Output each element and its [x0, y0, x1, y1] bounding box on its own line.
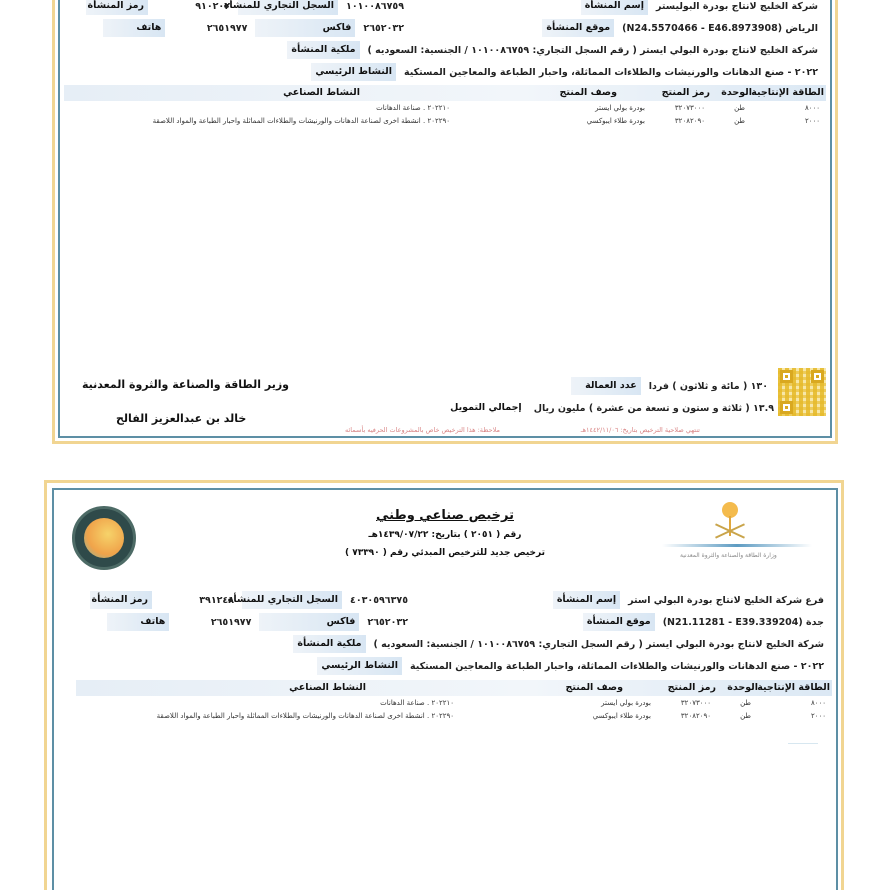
label-location: موقع المنشأة: [583, 613, 655, 631]
certificate-bottom: [0, 476, 890, 890]
th-capacity: الطاقة الإنتاجية: [751, 87, 824, 98]
row-main-activity: [317, 656, 832, 676]
row-funding: [446, 398, 776, 418]
minister-title: وزير الطاقة والصناعة والثروة المعدنية: [82, 378, 289, 391]
cell-product-desc: بودرة بولي ايستر: [595, 104, 645, 112]
cell-industrial-activity: ٢٠٢٢٩٠ . انشطة اخرى لصناعة الدهانات والورنيشات والطلاءات المماثلة واحبار الطباعة والمواد اللاصقة: [156, 712, 454, 720]
th-capacity: الطاقة الإنتاجية: [757, 682, 830, 693]
value-main-activity: ٢٠٢٢ - صنع الدهانات والورنيشات والطلاءات المماثلة، واحبار الطباعة والمعاجين المستكية: [410, 660, 824, 672]
cell-product-desc: بودرة طلاء ايبوكسي: [586, 117, 645, 125]
th-product-desc: وصف المنتج: [559, 87, 617, 98]
row-establishment-code: [86, 0, 412, 16]
footer-note-expiry: تنتهي صلاحية الترخيص بتاريخ: ١٤٤٢/١١/٠٦هـ: [580, 426, 700, 434]
footer-note-remark: ملاحظة: هذا الترخيص خاص بالمشروعات الحرفيه بأسمائه: [345, 426, 500, 434]
value-phone: ٢٦٥١٩٧٧: [206, 22, 248, 34]
label-workers: عدد العمالة: [571, 377, 641, 395]
value-main-activity: ٢٠٢٢ - صنع الدهانات والورنيشات والطلاءات المماثلة، واحبار الطباعة والمعاجين المستكية: [404, 66, 818, 78]
value-establishment-code: ٩١٠٢٠٢: [195, 0, 231, 12]
label-commercial-register: السجل التجاري للمنشأة: [242, 591, 342, 609]
label-establishment-name: إسم المنشأة: [581, 0, 648, 15]
row-location: [542, 18, 826, 38]
cell-capacity: ٨٠٠٠: [810, 699, 826, 707]
cell-unit: طن: [734, 104, 745, 112]
qr-code-icon: [778, 368, 826, 416]
cell-product-desc: بودرة طلاء ايبوكسي: [592, 712, 651, 720]
value-location: جدة (N21.11281 - E39.339204): [662, 616, 824, 628]
inner-border: [52, 488, 838, 890]
value-ownership: شركة الخليج لانتاج بودرة البولي ايستر ( رقم السجل التجاري: ١٠١٠٠٨٦٧٥٩ / الجنسية: السعوديه ): [373, 638, 824, 650]
cell-industrial-activity: ٢٠٢٢٩٠ . انشطة اخرى لصناعة الدهانات والورنيشات والطلاءات المماثلة واحبار الطباعة والمواد اللاصقة: [152, 117, 450, 125]
cell-capacity: ٢٠٠٠: [804, 117, 820, 125]
cell-industrial-activity: ٢٠٢٢١٠ . صناعة الدهانات: [380, 699, 454, 707]
page-title: ترخيص صناعي وطني: [376, 508, 514, 523]
label-phone: هاتف: [103, 19, 165, 37]
label-main-activity: النشاط الرئيسي: [317, 657, 402, 675]
th-product-code: رمز المنتج: [667, 682, 716, 693]
row-establishment-name: [553, 590, 832, 610]
cell-product-code: ٣٢٠٧٣٠٠٠: [674, 104, 705, 112]
label-establishment-code: رمز المنشأة: [86, 0, 148, 15]
value-establishment-name: شركة الخليج لانتاج بودرة البوليستر: [655, 0, 818, 12]
label-establishment-code: رمز المنشأة: [90, 591, 152, 609]
row-main-activity: [311, 62, 826, 82]
license-renewal-line: ترخيص جديد للترخيص المبدئي رقم ( ٧٣٣٩٠ ): [344, 548, 546, 558]
value-establishment-name: فرع شركة الخليج لانتاج بودرة البولي استر: [628, 594, 824, 606]
th-industrial-activity: النشاط الصناعي: [283, 87, 360, 98]
table-header-bar: [76, 680, 832, 696]
label-fax: فاكس: [259, 613, 359, 631]
label-commercial-register: السجل التجاري للمنشأة: [238, 0, 338, 15]
cell-product-code: ٣٢٠٨٢٠٩٠: [680, 712, 711, 720]
th-product-desc: وصف المنتج: [565, 682, 623, 693]
cell-unit: طن: [740, 712, 751, 720]
ministry-caption: وزارة الطاقة والصناعة والثروة المعدنية: [680, 552, 777, 559]
row-phone-fax: [107, 612, 416, 632]
label-phone: هاتف: [107, 613, 169, 631]
label-ownership: ملكية المنشأة: [293, 635, 365, 653]
value-commercial-register: ٤٠٣٠٥٩٦٣٧٥: [350, 594, 408, 606]
license-number-line: رقم ( ٢٠٥١ ) بتاريخ: ١٤٣٩/٠٧/٢٢هـ: [368, 530, 522, 540]
th-industrial-activity: النشاط الصناعي: [289, 682, 366, 693]
cell-capacity: ٨٠٠٠: [804, 104, 820, 112]
row-workers: [571, 376, 776, 396]
th-unit: الوحدة: [721, 87, 752, 98]
value-ownership: شركة الخليج لانتاج بودرة البولي ايستر ( رقم السجل التجاري: ١٠١٠٠٨٦٧٥٩ / الجنسية: السعوديه ): [367, 44, 818, 56]
inner-border: [58, 0, 832, 438]
minister-name: خالد بن عبدالعزيز الفالح: [116, 412, 247, 425]
value-phone: ٢٦٥١٩٧٧: [210, 616, 252, 628]
cell-industrial-activity: ٢٠٢٢١٠ . صناعة الدهانات: [376, 104, 450, 112]
cell-product-code: ٣٢٠٨٢٠٩٠: [674, 117, 705, 125]
row-phone-fax: [103, 18, 412, 38]
row-establishment-name: [581, 0, 826, 16]
label-location: موقع المنشأة: [542, 19, 614, 37]
row-ownership: [287, 40, 826, 60]
th-product-code: رمز المنتج: [661, 87, 710, 98]
cell-product-code: ٣٢٠٧٣٠٠٠: [680, 699, 711, 707]
cell-capacity: ٢٠٠٠: [810, 712, 826, 720]
label-ownership: ملكية المنشأة: [287, 41, 359, 59]
value-funding: ١٣.٩ ( ثلاثة و ستون و تسعة من عشرة ) مليون ريال: [533, 402, 774, 414]
value-establishment-code: ٣٩١٢٤٨: [199, 594, 235, 606]
label-fax: فاكس: [255, 19, 355, 37]
value-fax: ٢٦٥٢٠٣٢: [367, 616, 408, 628]
row-location: [583, 612, 832, 632]
value-location: الرياض (N24.5570466 - E46.8973908): [622, 22, 818, 34]
label-main-activity: النشاط الرئيسي: [311, 63, 396, 81]
value-fax: ٢٦٥٢٠٣٢: [363, 22, 404, 34]
row-establishment-code: [90, 590, 416, 610]
cell-product-desc: بودرة بولي ايستر: [601, 699, 651, 707]
value-workers: ١٣٠ ( مائة و ثلاثون ) فردا: [648, 380, 768, 392]
stamp-mark: [788, 730, 818, 744]
row-ownership: [293, 634, 832, 654]
cell-unit: طن: [740, 699, 751, 707]
label-establishment-name: إسم المنشأة: [553, 591, 620, 609]
th-unit: الوحدة: [727, 682, 758, 693]
cell-unit: طن: [734, 117, 745, 125]
table-header-bar: [64, 85, 826, 101]
label-funding: إجمالي التمويل: [450, 402, 522, 413]
value-commercial-register: ١٠١٠٠٨٦٧٥٩: [346, 0, 404, 12]
